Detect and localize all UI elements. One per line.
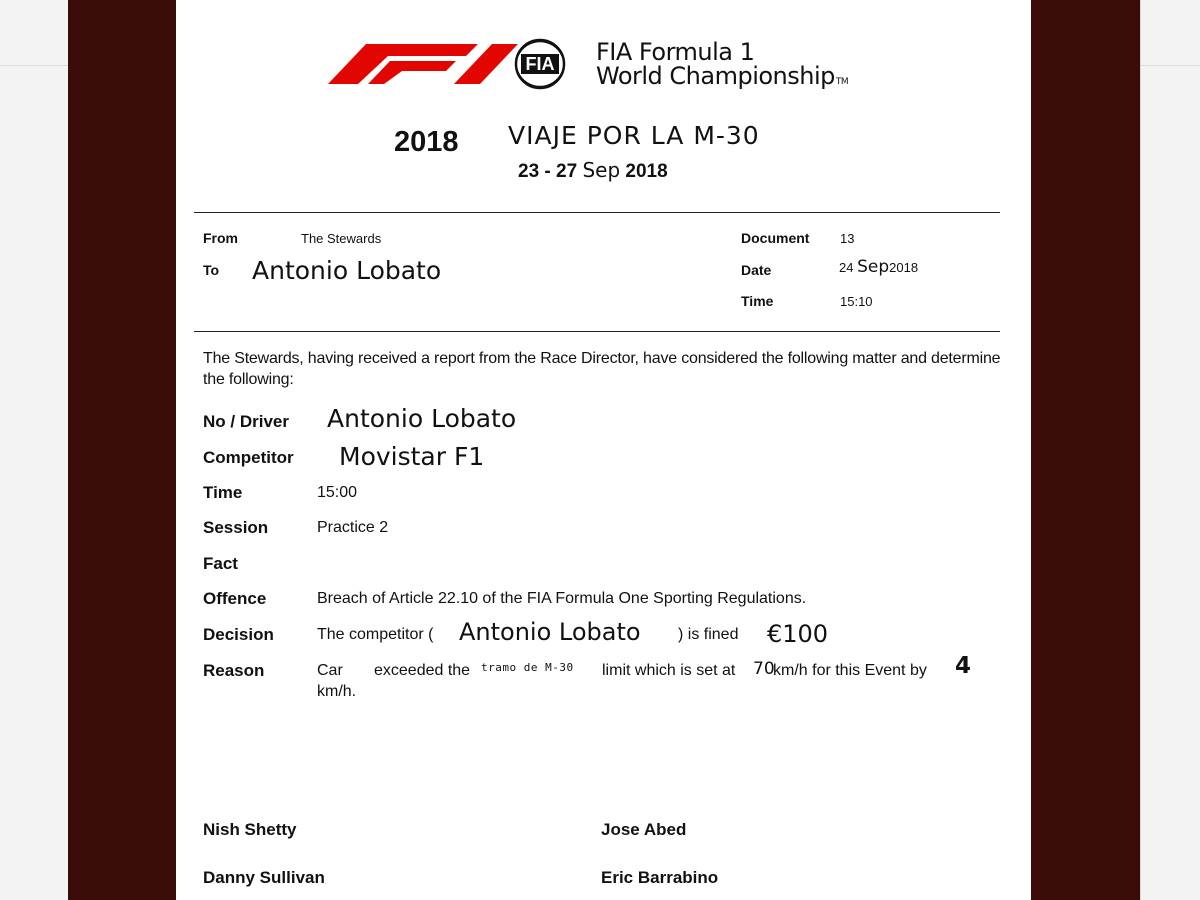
from-value: The Stewards — [301, 231, 382, 246]
season-year: 2018 — [394, 126, 459, 158]
left-divider — [0, 65, 68, 66]
date-year: 2018 — [889, 260, 919, 275]
brand-line-2 — [596, 62, 848, 90]
f1-logo-stripe-mid — [368, 61, 456, 84]
header-divider-top — [194, 212, 1000, 213]
brand-line-2-text: World Championship — [596, 62, 835, 90]
session-label: Session — [203, 518, 269, 537]
event-date-month: Sep — [582, 158, 621, 182]
reason-text-3: km/h for this Event by — [773, 662, 927, 679]
session-value: Practice 2 — [317, 519, 389, 536]
fine-amount: €100 — [767, 620, 829, 648]
reason-stretch: tramo de M-30 — [481, 661, 574, 674]
steward-signatory: Jose Abed — [601, 820, 687, 839]
time-label: Time — [741, 293, 774, 309]
driver-label: No / Driver — [203, 412, 289, 431]
date-day: 24 — [839, 260, 854, 275]
fia-badge-text: FIA — [525, 54, 555, 74]
offence-label: Offence — [203, 589, 267, 608]
decision-competitor-name: Antonio Lobato — [459, 618, 641, 646]
left-background-panel — [0, 0, 69, 900]
event-date-range: 23 - 27 — [518, 161, 578, 182]
decision-label: Decision — [203, 625, 274, 644]
reason-label: Reason — [203, 661, 265, 680]
competitor-value: Movistar F1 — [339, 442, 485, 471]
brand-line-1: FIA Formula 1 — [596, 38, 755, 66]
decision-middle: ) is fined — [678, 626, 739, 643]
time-row-label: Time — [203, 483, 243, 502]
from-label: From — [203, 230, 238, 246]
decision-prefix: The competitor ( — [317, 626, 434, 643]
steward-signatory: Nish Shetty — [203, 820, 297, 839]
steward-signatory: Danny Sullivan — [203, 868, 325, 887]
reason-text-2: limit which is set at — [602, 662, 736, 679]
competitor-label: Competitor — [203, 448, 294, 467]
time-row-value: 15:00 — [317, 484, 358, 501]
to-value: Antonio Lobato — [252, 256, 442, 285]
document-number: 13 — [840, 231, 855, 246]
document-label: Document — [741, 230, 810, 246]
event-date-year: 2018 — [625, 161, 668, 182]
speed-limit-value: 70 — [753, 659, 775, 679]
date-value — [839, 257, 918, 277]
right-background-panel — [1140, 0, 1200, 900]
intro-paragraph: The Stewards, having received a report from the Race Director, have considered the following matter and determine the following: — [203, 350, 1001, 388]
excess-speed-value: 4 — [955, 653, 972, 679]
event-name: VIAJE POR LA M-30 — [508, 121, 760, 150]
date-label: Date — [741, 262, 772, 278]
to-label: To — [203, 262, 220, 278]
steward-decision-document — [176, 0, 1031, 900]
driver-value: Antonio Lobato — [327, 404, 517, 433]
event-dates — [518, 158, 668, 183]
fact-label: Fact — [203, 554, 238, 573]
time-value: 15:10 — [840, 294, 873, 309]
steward-signatory: Eric Barrabino — [601, 868, 719, 887]
header-divider-bottom — [194, 331, 1000, 332]
date-month: Sep — [857, 257, 890, 277]
trademark-mark: TM — [835, 77, 849, 87]
offence-value: Breach of Article 22.10 of the FIA Formula One Sporting Regulations. — [317, 590, 807, 607]
right-divider — [1141, 65, 1200, 66]
reason-unit: km/h. — [317, 683, 357, 700]
reason-car: Car — [317, 662, 343, 679]
reason-text-1: exceeded the — [374, 662, 471, 679]
